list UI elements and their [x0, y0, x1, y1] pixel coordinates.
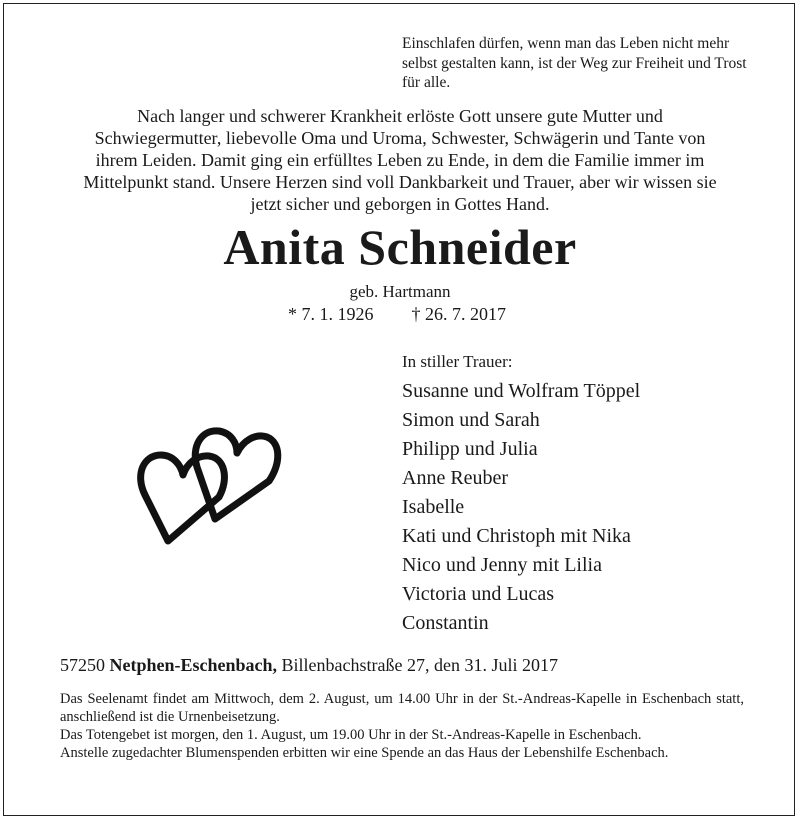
mourner-item: Philipp und Julia	[402, 438, 538, 460]
info-prayer: Das Totengebet ist morgen, den 1. August, um 19.00 Uhr in der St.-Andreas-Kapelle in Eschenbach.	[60, 727, 642, 743]
mourner-item: Susanne und Wolfram Töppel	[402, 380, 641, 402]
epigraph-quote: Einschlafen dürfen, wenn man das Leben nicht mehr selbst gestalten kann, ist der Weg zur Freiheit und Trost für alle.	[402, 35, 747, 91]
info-requiem: Das Seelenamt findet am Mittwoch, dem 2. August, um 14.00 Uhr in der St.-Andreas-Kapelle in Eschenbach statt, anschließend ist die Urnenbeisetzung.	[60, 691, 744, 725]
maiden-name: geb. Hartmann	[349, 282, 451, 301]
street-and-date: Billenbachstraße 27, den 31. Juli 2017	[281, 655, 558, 675]
town-name: Netphen-Eschenbach,	[109, 655, 278, 675]
address-line	[60, 655, 558, 676]
service-info	[60, 690, 744, 762]
mourning-heading: In stiller Trauer:	[402, 352, 513, 371]
mourner-item: Simon und Sarah	[402, 409, 540, 431]
death-date: † 26. 7. 2017	[411, 304, 506, 324]
life-dates	[288, 304, 506, 325]
intro-text: Nach langer und schwerer Krankheit erlöste Gott unsere gute Mutter und Schwiegermutter, liebevolle Oma und Uroma, Schwester, Schwägerin und Tante von ihrem Leiden. Damit ging ein erfülltes Leben zu Ende, in dem die Familie immer im Mittelpunkt stand. Unsere Herzen sind voll Dankbarkeit und Trauer, aber wir wissen sie jetzt sicher und geborgen in Gottes Hand.	[83, 106, 717, 214]
mourner-item: Victoria und Lucas	[402, 583, 555, 605]
mourner-list	[402, 377, 640, 638]
info-donation: Anstelle zugedachter Blumenspenden erbitten wir eine Spende an das Haus der Lebenshilfe Eschenbach.	[60, 745, 669, 761]
two-hearts-icon	[133, 423, 283, 548]
mourner-item: Constantin	[402, 612, 489, 634]
deceased-name: Anita Schneider	[223, 219, 577, 275]
mourner-item: Anne Reuber	[402, 467, 509, 489]
postal-code: 57250	[60, 655, 105, 675]
mourner-item: Kati und Christoph mit Nika	[402, 525, 631, 547]
birth-date: * 7. 1. 1926	[288, 304, 374, 324]
mourner-item: Nico und Jenny mit Lilia	[402, 554, 602, 576]
mourner-item: Isabelle	[402, 496, 465, 518]
